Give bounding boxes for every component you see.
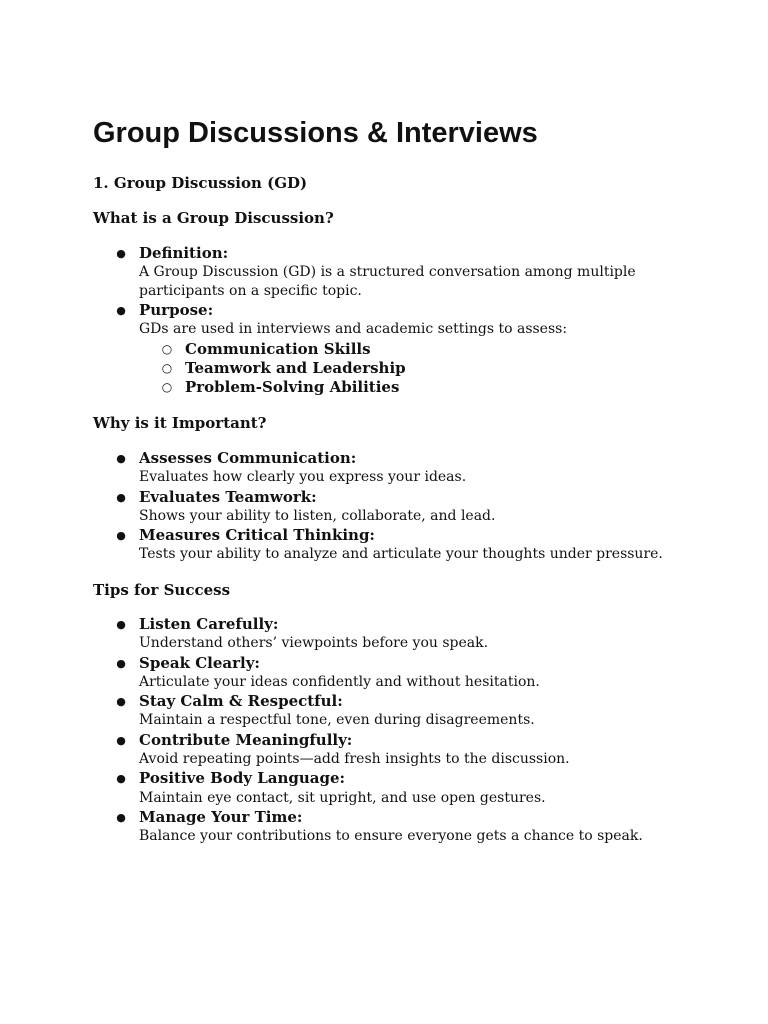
tip-term-time: Manage Your Time: (139, 808, 303, 826)
tip-desc-contribute: Avoid repeating points—add fresh insights to the discussion. (139, 751, 570, 767)
tip-term-listen: Listen Carefully: (139, 615, 279, 633)
subheading-tips: Tips for Success (93, 581, 231, 599)
tip-desc-time: Balance your contributions to ensure everyone gets a chance to speak. (139, 828, 643, 844)
item-term-purpose: Purpose: (139, 301, 214, 319)
item-term-definition: Definition: (139, 244, 229, 262)
item-desc-purpose: GDs are used in interviews and academic settings to assess: (139, 321, 568, 337)
tip-term-contribute: Contribute Meaningfully: (139, 731, 353, 749)
tip-desc-listen: Understand others’ viewpoints before you speak. (139, 635, 489, 651)
bullet-icon: ● (116, 772, 126, 785)
tip-desc-body-language: Maintain eye contact, sit upright, and use open gestures. (139, 790, 546, 806)
bullet-icon: ● (116, 529, 126, 542)
bullet-icon: ● (116, 304, 126, 317)
bullet-icon: ● (116, 618, 126, 631)
subheading-what-is-gd: What is a Group Discussion? (93, 209, 334, 227)
page-title: Group Discussions & Interviews (93, 117, 538, 149)
bullet-icon: ● (116, 811, 126, 824)
sub-item-communication-skills: Communication Skills (185, 340, 371, 358)
item-term-assesses-communication: Assesses Communication: (139, 449, 357, 467)
hollow-bullet-icon: ○ (161, 380, 173, 394)
tip-desc-calm: Maintain a respectful tone, even during disagreements. (139, 712, 535, 728)
item-term-evaluates-teamwork: Evaluates Teamwork: (139, 488, 317, 506)
item-desc-evaluates-teamwork: Shows your ability to listen, collaborate, and lead. (139, 508, 496, 524)
bullet-icon: ● (116, 247, 126, 260)
bullet-icon: ● (116, 657, 126, 670)
item-desc-critical-thinking: Tests your ability to analyze and articulate your thoughts under pressure. (139, 546, 663, 562)
tip-term-speak: Speak Clearly: (139, 654, 260, 672)
bullet-icon: ● (116, 734, 126, 747)
item-term-critical-thinking: Measures Critical Thinking: (139, 526, 375, 544)
bullet-icon: ● (116, 491, 126, 504)
hollow-bullet-icon: ○ (161, 361, 173, 375)
item-desc-assesses-communication: Evaluates how clearly you express your ideas. (139, 469, 467, 485)
hollow-bullet-icon: ○ (161, 342, 173, 356)
bullet-icon: ● (116, 452, 126, 465)
section-heading-gd: 1. Group Discussion (GD) (93, 174, 308, 192)
tip-term-body-language: Positive Body Language: (139, 769, 346, 787)
tip-desc-speak: Articulate your ideas confidently and without hesitation. (139, 674, 540, 690)
sub-item-problem-solving: Problem-Solving Abilities (185, 378, 400, 396)
item-desc-definition-line1: A Group Discussion (GD) is a structured conversation among multiple (139, 264, 636, 280)
tip-term-calm: Stay Calm & Respectful: (139, 692, 343, 710)
sub-item-teamwork-leadership: Teamwork and Leadership (185, 359, 406, 377)
subheading-why-important: Why is it Important? (93, 414, 267, 432)
item-desc-definition-line2: participants on a specific topic. (139, 283, 362, 299)
bullet-icon: ● (116, 695, 126, 708)
